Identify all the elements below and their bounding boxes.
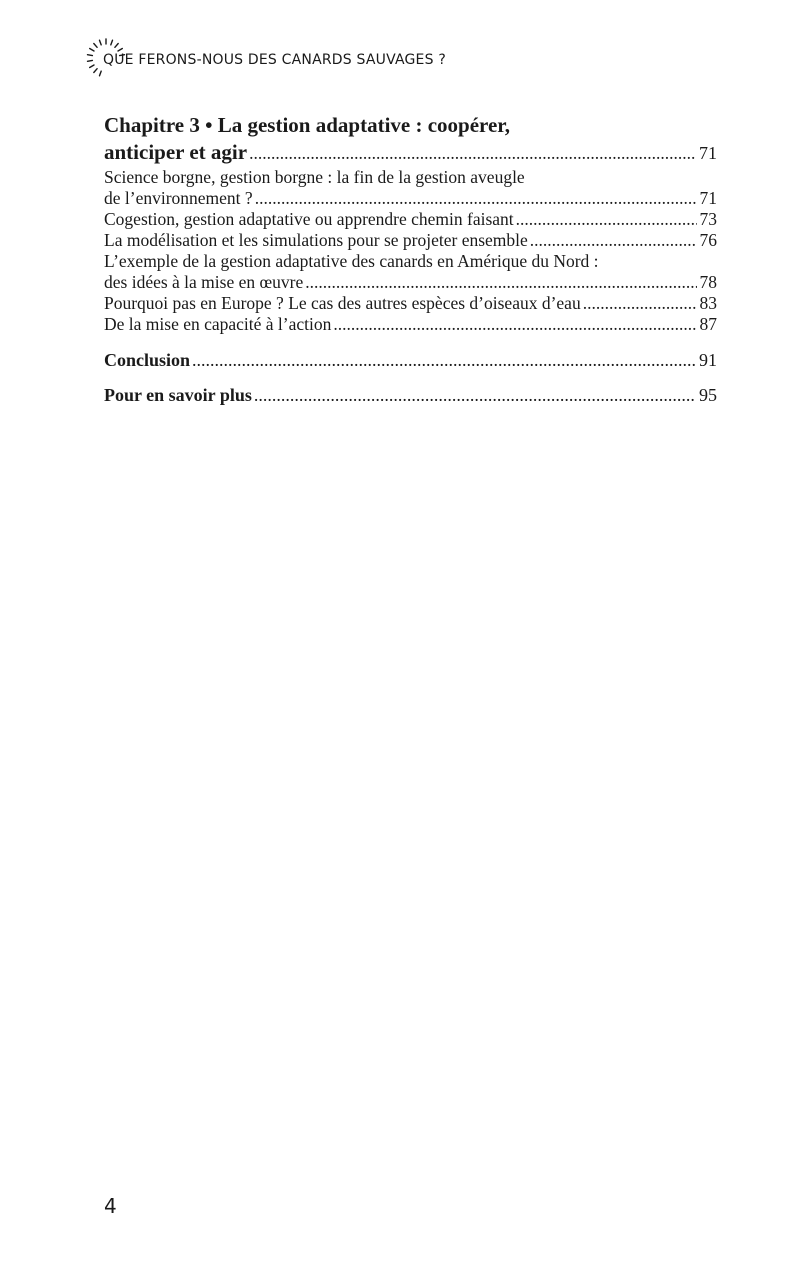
- section-title: Pourquoi pas en Europe ? Le cas des autres espèces d’oiseaux d’eau: [104, 293, 581, 313]
- toc-conclusion-entry[interactable]: [104, 349, 717, 371]
- dot-leader: [254, 384, 696, 406]
- dot-leader: [255, 188, 697, 209]
- toc-section-entry[interactable]: [104, 251, 717, 293]
- section-title-line1: L’exemple de la gestion adaptative des canards en Amérique du Nord :: [104, 251, 599, 271]
- dot-leader: [583, 293, 697, 314]
- page-number: 83: [699, 293, 717, 313]
- page-number: 73: [699, 209, 717, 229]
- page-number: 95: [699, 385, 717, 405]
- toc-section-entry[interactable]: [104, 314, 717, 335]
- toc-further-reading-entry[interactable]: [104, 384, 717, 406]
- section-title-line1: Science borgne, gestion borgne : la fin de la gestion aveugle: [104, 167, 525, 187]
- dot-leader: [516, 209, 697, 230]
- dot-leader: [192, 349, 696, 371]
- section-title: Cogestion, gestion adaptative ou apprendre chemin faisant: [104, 209, 514, 229]
- dot-leader: [305, 272, 696, 293]
- page-number: 76: [699, 230, 717, 250]
- page-number: 71: [699, 143, 717, 163]
- section-title-line2: des idées à la mise en œuvre: [104, 272, 304, 292]
- conclusion-title: Conclusion: [104, 350, 191, 370]
- page-number: 91: [699, 350, 717, 370]
- running-header: [86, 38, 686, 82]
- toc-section-entry[interactable]: [104, 167, 717, 209]
- chapter-title-line1: Chapitre 3 • La gestion adaptative : coopérer,: [104, 113, 510, 137]
- page-folio: 4: [104, 1194, 117, 1218]
- toc-chapter-entry[interactable]: [104, 112, 717, 167]
- section-title: La modélisation et les simulations pour se projeter ensemble: [104, 230, 528, 250]
- table-of-contents: [104, 112, 717, 406]
- toc-section-entry[interactable]: [104, 293, 717, 314]
- dot-leader: [249, 140, 696, 167]
- toc-section-entry[interactable]: [104, 209, 717, 230]
- section-title: De la mise en capacité à l’action: [104, 314, 332, 334]
- section-title-line2: de l’environnement ?: [104, 188, 253, 208]
- chapter-title-line2: anticiper et agir: [104, 140, 248, 164]
- page-number: 78: [699, 272, 717, 292]
- toc-section-entry[interactable]: [104, 230, 717, 251]
- page-number: 87: [699, 314, 717, 334]
- further-reading-title: Pour en savoir plus: [104, 385, 252, 405]
- running-title: QUE FERONS-NOUS DES CANARDS SAUVAGES ?: [103, 52, 446, 68]
- dot-leader: [530, 230, 697, 251]
- page-number: 71: [699, 188, 717, 208]
- dot-leader: [333, 314, 696, 335]
